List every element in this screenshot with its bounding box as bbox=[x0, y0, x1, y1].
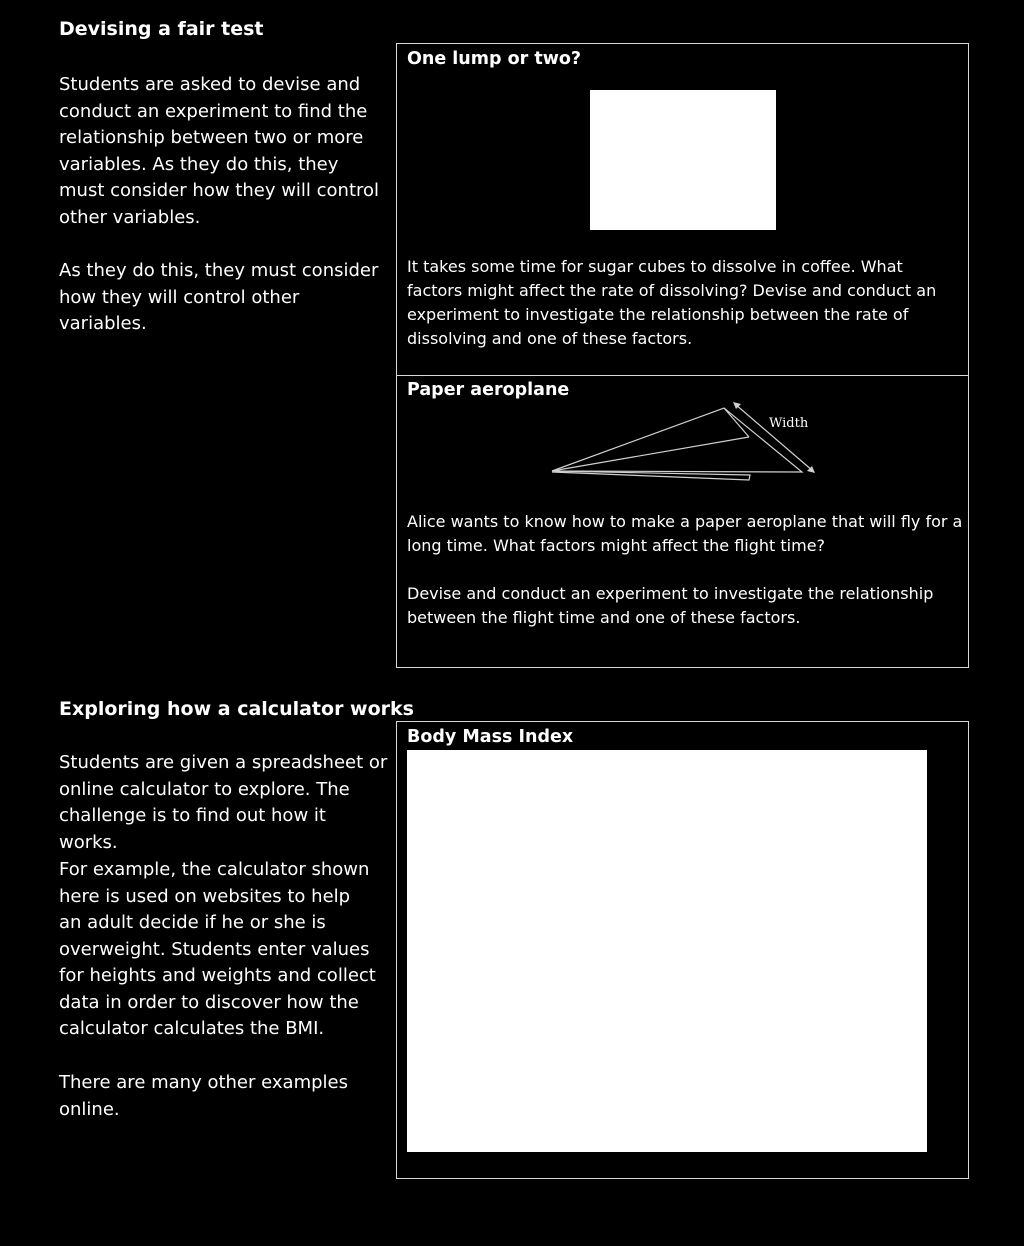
fair-test-control-text: As they do this, they must consider how they will control other variables. bbox=[59, 260, 379, 334]
sugar-cube-image bbox=[590, 90, 776, 230]
bmi-calculator-image bbox=[407, 750, 927, 1152]
one-lump-card bbox=[396, 43, 969, 376]
calculator-example-text: For example, the calculator shown here is used on websites to help an adult decide if he or she is overweight. Students enter values for heights and weights and collect data in order to discover how the calculator calculates the BMI. bbox=[59, 859, 376, 1039]
body-mass-index-title: Body Mass Index bbox=[407, 727, 574, 747]
section-heading-calculator: Exploring how a calculator works bbox=[59, 698, 414, 720]
width-label: Width bbox=[769, 416, 809, 431]
aeroplane-wing-outline bbox=[552, 408, 802, 472]
fair-test-intro-text: Students are asked to devise and conduct an experiment to find the relationship between two or more variables. As they do this, they must consider how they will control other variables. bbox=[59, 74, 380, 228]
calculator-more-examples-text: There are many other examples online. bbox=[59, 1072, 348, 1120]
paper-aeroplane-diagram bbox=[547, 398, 827, 488]
paper-aeroplane-card bbox=[396, 375, 969, 668]
paper-aeroplane-description: Alice wants to know how to make a paper aeroplane that will fly for a long time. What factors might affect the flight time? bbox=[407, 512, 963, 555]
section-heading-fair-test: Devising a fair test bbox=[59, 18, 264, 40]
paper-aeroplane-task: Devise and conduct an experiment to investigate the relationship between the flight time and one of these factors. bbox=[407, 584, 934, 627]
body-mass-index-card bbox=[396, 721, 969, 1179]
aeroplane-keel bbox=[552, 471, 750, 480]
aeroplane-fold-line bbox=[552, 437, 749, 471]
one-lump-description: It takes some time for sugar cubes to dissolve in coffee. What factors might affect the rate of dissolving? Devise and conduct an experiment to investigate the relationship between the rate of dissolving and one of these factors. bbox=[407, 257, 937, 348]
paper-aeroplane-title: Paper aeroplane bbox=[407, 380, 570, 400]
one-lump-title: One lump or two? bbox=[407, 49, 582, 69]
calculator-intro-text: Students are given a spreadsheet or online calculator to explore. The challenge is to find out how it works. bbox=[59, 752, 388, 853]
